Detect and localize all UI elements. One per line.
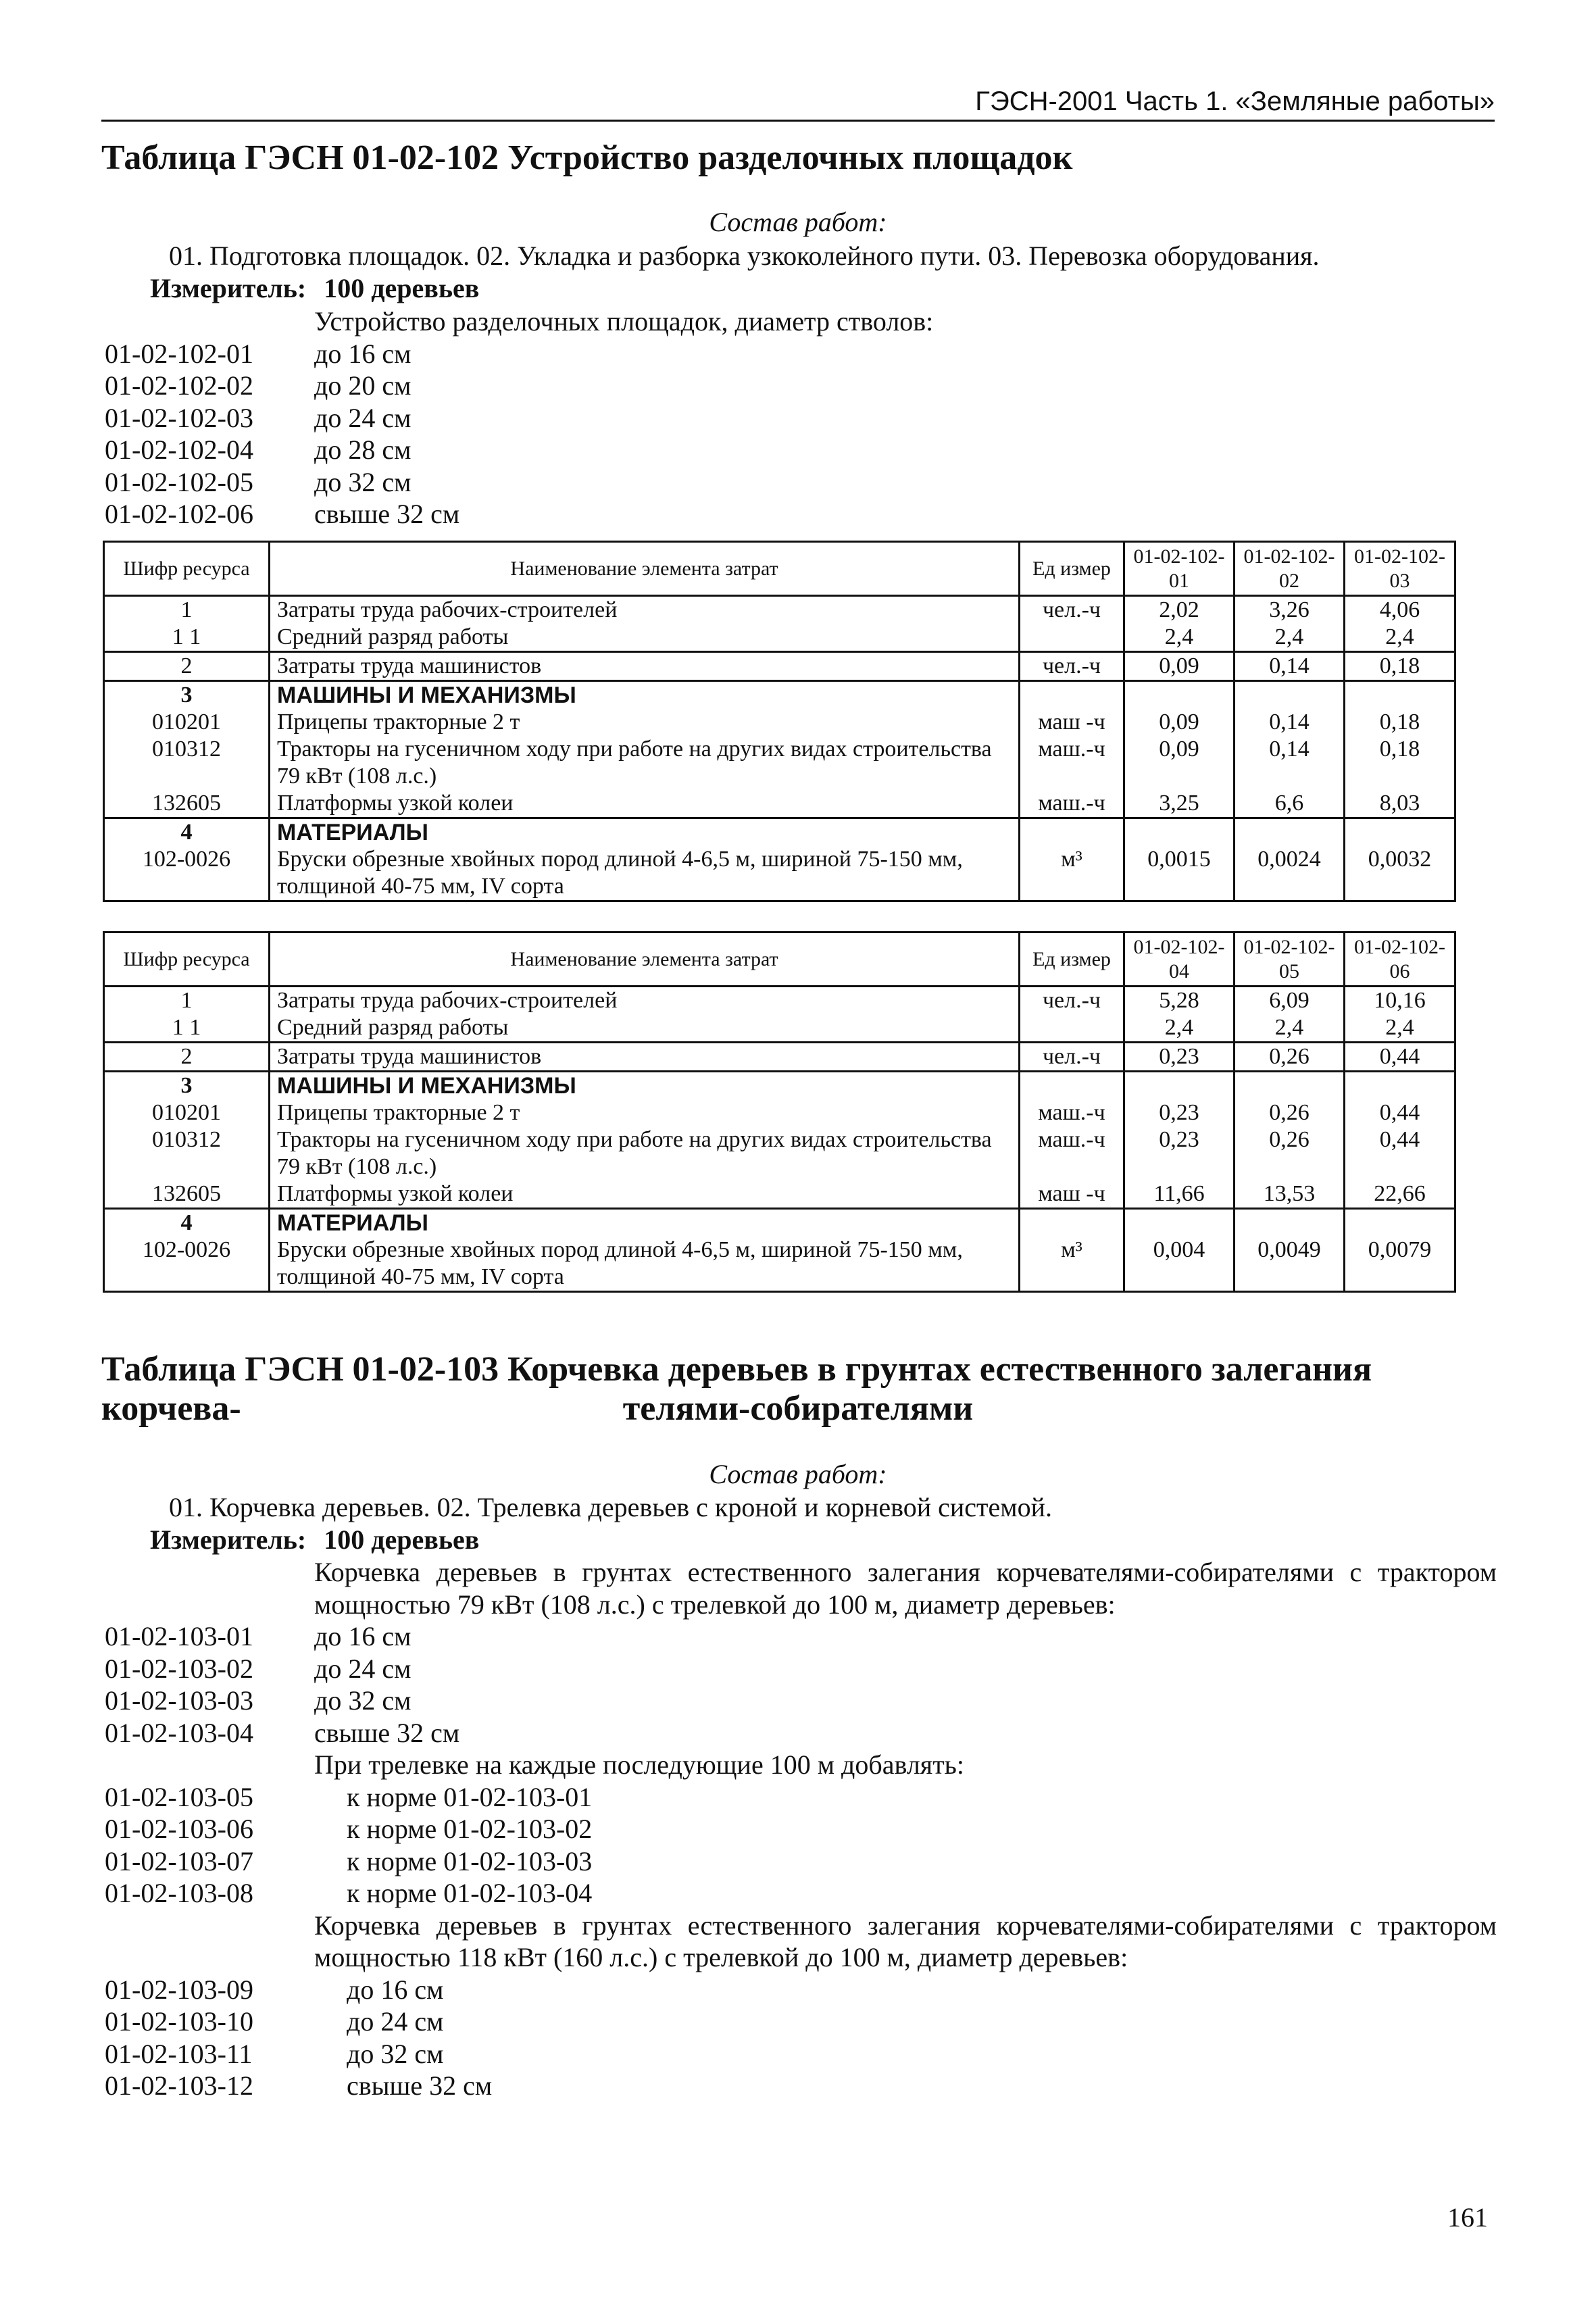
table-row: 1 Затраты труда рабочих-строителей чел.-ч 2,02 3,26 4,06 [104,596,1455,624]
table-header-row [104,932,1455,987]
list-intro-text: При трелевке на каждые последующие 100 м добавлять: [314,1749,965,1780]
list-heading: Устройство разделочных площадок, диаметр стволов: [314,306,934,337]
table-103-title-line-1: Таблица ГЭСН 01-02-103 Корчевка деревьев в грунтах естественного залегания корчева- [101,1350,1372,1428]
list-item [105,338,1497,370]
table-header-row [104,542,1455,596]
norm-desc: к норме 01-02-103-02 [347,1814,593,1844]
list-item [105,402,1497,434]
norm-code: 01-02-102-03 [105,402,253,433]
table-section-row: 3 МАШИНЫ И МЕХАНИЗМЫ [104,681,1455,710]
list-item [105,1653,1497,1685]
table-row: 1 1 Средний разряд работы 2,4 2,4 2,4 [104,1014,1455,1043]
col-header-norm: 01-02-102-05 [1235,932,1345,987]
norm-code: 01-02-103-08 [105,1878,253,1908]
table-102-norm-list [105,305,1497,530]
norm-desc: свыше 32 см [314,499,460,529]
list-heading-row [105,305,1497,338]
table-section-row: 4 МАТЕРИАЛЫ [104,1209,1455,1237]
list-item [105,498,1497,530]
table-row: 132605 Платформы узкой колеи маш -ч 11,66 13,53 22,66 [104,1180,1455,1209]
table-row: 010201 Прицепы тракторные 2 т маш -ч 0,09 0,14 0,18 [104,709,1455,736]
list-item [105,1974,1497,2006]
norm-desc: до 16 см [347,1974,444,2005]
list-item [105,1845,1497,1878]
list-item [105,2038,1497,2070]
norm-code: 01-02-102-01 [105,338,253,369]
norm-code: 01-02-103-11 [105,2038,253,2069]
norm-code: 01-02-103-09 [105,1974,253,2005]
table-row: 102-0026 Бруски обрезные хвойных пород длиной 4-6,5 м, шириной 75-150 мм, толщиной 40-75 мм, IV сорта м³ 0,0015 0,0024 0,0032 [104,846,1455,901]
norm-desc: свыше 32 см [314,1717,460,1748]
norm-code: 01-02-103-03 [105,1685,253,1716]
norm-code: 01-02-103-06 [105,1814,253,1844]
col-header-name: Наименование элемента затрат [270,932,1020,987]
norm-desc: к норме 01-02-103-01 [347,1781,593,1812]
list-item [105,1781,1497,1814]
list-item [105,1717,1497,1749]
col-header-norm: 01-02-102-03 [1345,542,1455,596]
col-header-code: Шифр ресурса [104,542,270,596]
table-103-sostav-label: Состав работ: [709,1459,887,1489]
table-102-meter [150,272,479,305]
norm-code: 01-02-103-07 [105,1845,253,1876]
list-item [105,1685,1497,1717]
table-103-meter [150,1524,479,1556]
col-header-unit: Ед измер [1020,932,1124,987]
norm-code: 01-02-102-05 [105,466,253,497]
norm-desc: до 32 см [347,2038,444,2069]
col-header-code: Шифр ресурса [104,932,270,987]
norm-desc: свыше 32 см [347,2070,493,2101]
col-header-norm: 01-02-102-06 [1345,932,1455,987]
table-row: 1 1 Средний разряд работы 2,4 2,4 2,4 [104,624,1455,652]
list-item [105,2070,1497,2102]
norm-code: 01-02-103-12 [105,2070,253,2101]
table-row: 1 Затраты труда рабочих-строителей чел.-ч 5,28 6,09 10,16 [104,987,1455,1015]
table-section-row: 4 МАТЕРИАЛЫ [104,818,1455,847]
norm-code: 01-02-102-02 [105,370,253,401]
meter-value: 100 деревьев [324,273,480,303]
table-row: 102-0026 Бруски обрезные хвойных пород длиной 4-6,5 м, шириной 75-150 мм, толщиной 40-75 мм, IV сорта м³ 0,004 0,0049 0,0079 [104,1237,1455,1292]
norm-code: 01-02-102-04 [105,434,253,465]
list-intro [105,1749,1497,1781]
col-header-name: Наименование элемента затрат [270,542,1020,596]
norm-desc: до 24 см [314,402,412,433]
resource-table-2 [103,931,1456,1293]
norm-desc: до 16 см [314,1621,412,1651]
table-row: 010201 Прицепы тракторные 2 т маш.-ч 0,23 0,26 0,44 [104,1099,1455,1126]
table-102-sostav-label: Состав работ: [709,207,887,237]
table-102-operations: 01. Подготовка площадок. 02. Укладка и разборка узкоколейного пути. 03. Перевозка оборудования. [169,241,1320,271]
norm-desc: до 20 см [314,370,412,401]
meter-label: Измеритель: [150,273,307,303]
list-item [105,1620,1497,1653]
norm-desc: к норме 01-02-103-04 [347,1878,593,1908]
list-item [105,466,1497,499]
norm-desc: до 32 см [314,466,412,497]
list-intro [105,1910,1497,1974]
norm-code: 01-02-103-01 [105,1621,253,1651]
list-intro-text: Корчевка деревьев в грунтах естественного залегания корчевателями-собирателями с трактором мощностью 118 кВт (160 л.с.) с трелевкой до 100 м, диаметр деревьев: [314,1910,1497,1972]
list-item [105,434,1497,466]
norm-desc: до 28 см [314,434,412,465]
list-item [105,370,1497,402]
col-header-norm: 01-02-102-01 [1124,542,1235,596]
norm-code: 01-02-103-10 [105,2006,253,2037]
list-intro [105,1556,1497,1620]
list-item [105,1877,1497,1910]
table-103-operations: 01. Корчевка деревьев. 02. Трелевка деревьев с кроной и корневой системой. [169,1492,1052,1522]
meter-label: Измеритель: [150,1524,307,1555]
page-number: 161 [1447,2202,1488,2233]
table-row: 2 Затраты труда машинистов чел.-ч 0,23 0,26 0,44 [104,1043,1455,1072]
norm-desc: до 24 см [347,2006,444,2037]
list-intro-text: Корчевка деревьев в грунтах естественного залегания корчевателями-собирателями с трактором мощностью 79 кВт (108 л.с.) с трелевкой до 100 м, диаметр деревьев: [314,1557,1497,1620]
norm-code: 01-02-102-06 [105,499,253,529]
norm-desc: до 24 см [314,1653,412,1684]
list-item [105,1813,1497,1845]
col-header-norm: 01-02-102-02 [1235,542,1345,596]
resource-table-1 [103,541,1456,902]
norm-desc: до 32 см [314,1685,412,1716]
col-header-norm: 01-02-102-04 [1124,932,1235,987]
table-row: 010312 Тракторы на гусеничном ходу при работе на других видах строительства 79 кВт (108 л.с.) маш.-ч 0,23 0,26 0,44 [104,1126,1455,1180]
norm-code: 01-02-103-05 [105,1781,253,1812]
table-103-title-line-2: телями-собирателями [622,1389,974,1428]
col-header-unit: Ед измер [1020,542,1124,596]
table-102-title: Таблица ГЭСН 01-02-102 Устройство разделочных площадок [101,139,1073,177]
table-103-norm-list [105,1556,1497,2102]
norm-code: 01-02-103-04 [105,1717,253,1748]
norm-desc: до 16 см [314,338,412,369]
table-row: 132605 Платформы узкой колеи маш.-ч 3,25 6,6 8,03 [104,790,1455,818]
norm-desc: к норме 01-02-103-03 [347,1845,593,1876]
table-section-row: 3 МАШИНЫ И МЕХАНИЗМЫ [104,1072,1455,1100]
table-row: 2 Затраты труда машинистов чел.-ч 0,09 0,14 0,18 [104,652,1455,681]
list-item [105,2006,1497,2038]
meter-value: 100 деревьев [324,1524,480,1555]
norm-code: 01-02-103-02 [105,1653,253,1684]
table-row: 010312 Тракторы на гусеничном ходу при работе на других видах строительства 79 кВт (108 л.с.) маш.-ч 0,09 0,14 0,18 [104,736,1455,790]
running-header: ГЭСН-2001 Часть 1. «Земляные работы» [101,86,1495,122]
